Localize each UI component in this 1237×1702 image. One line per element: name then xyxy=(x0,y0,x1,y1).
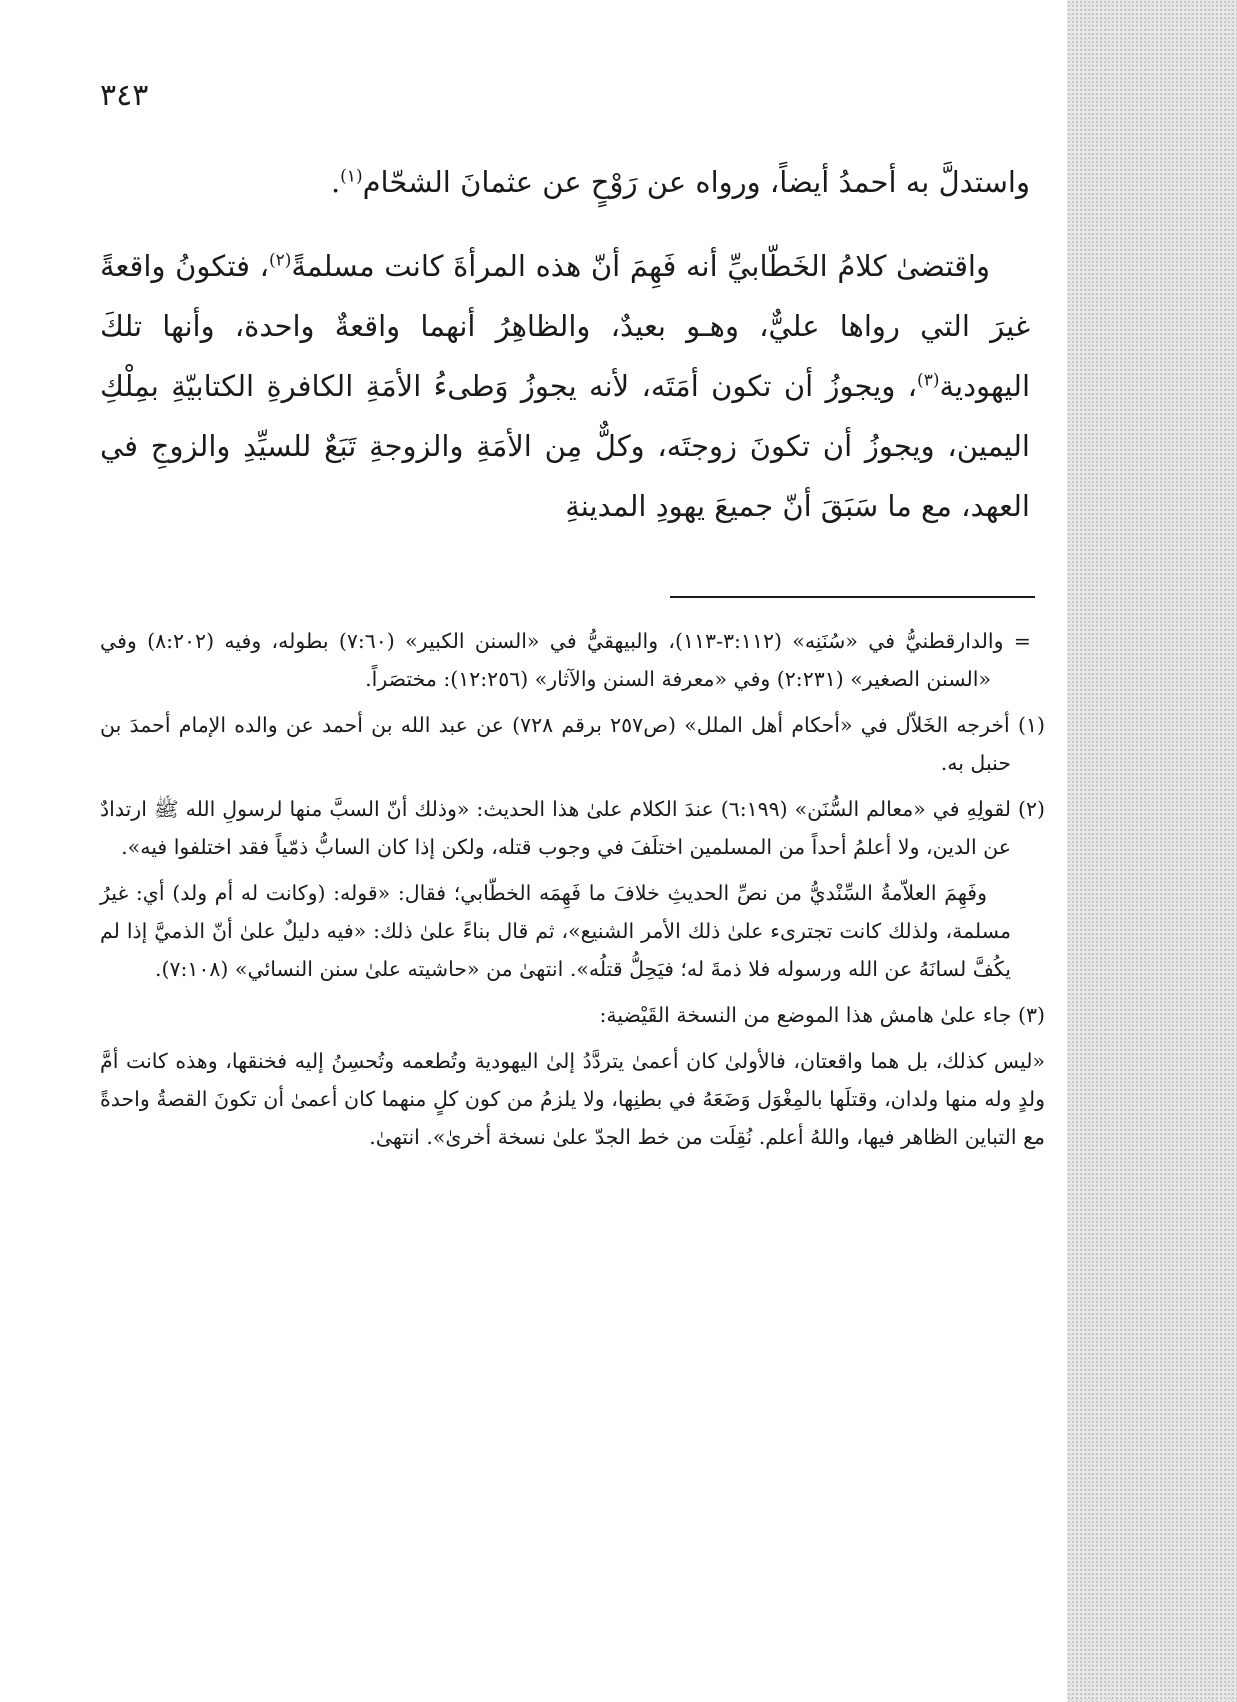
footnote-1: (١) أخرجه الخَلاّل في «أحكام أهل الملل» (ص٢٥٧ برقم ٧٢٨) عن عبد الله بن أحمد عن والده الإمام أحمدَ بن حنبل به. xyxy=(100,713,1046,775)
footnote-divider xyxy=(670,596,1035,598)
main-paragraph-1-end: . xyxy=(330,165,341,199)
scan-edge-strip xyxy=(1067,0,1237,1702)
main-paragraph-1 xyxy=(100,152,1030,212)
main-text xyxy=(100,152,1030,536)
footnote-2: (٢) لقولِهِ في «معالم السُّنَن» (٦:١٩٩) عندَ الكلام علىٰ هذا الحديث: «وذلك أنّ السبَّ منها لرسولِ الله ﷺ ارتدادٌ عن الدين، ولا أعلمُ أحداً من المسلمين اختلَفَ في وجوب قتله، ولكن إذا كان السابُّ ذمّياً فقد اختلفوا فيه». xyxy=(100,797,1045,859)
main-paragraph-2-part-c: ، ويجوزُ أن تكون أمَتَه، لأنه يجوزُ وَطىءُ الأمَةِ الكافرةِ الكتابيّةِ بمِلْكِ اليمين، ويجوزُ أن تكونَ زوجتَه، وكلٌّ مِن الأمَةِ والزوجةِ تَبَعٌ للسيِّدِ والزوجِ في العهد، مع ما سَبَقَ أنّ جميعَ يهودِ المدينةِ xyxy=(100,369,1030,523)
footnote-ref-1[interactable]: (١) xyxy=(340,166,363,187)
footnote-ref-2[interactable]: (٢) xyxy=(268,250,292,271)
footnotes xyxy=(100,622,1045,1156)
main-paragraph-1-text: واستدلَّ به أحمدُ أيضاً، ورواه عن رَوْحٍ عن عثمانَ الشحّام xyxy=(362,165,1030,199)
footnote-2-continued: وفَهِمَ العلاّمةُ السِّنْديُّ من نصِّ الحديثِ خلافَ ما فَهِمَه الخطّابي؛ فقال: «قوله: (وكانت له أم ولد) أي: غيرُ مسلمة، ولذلك كانت تجترىء علىٰ ذلك الأمر الشنيع»، ثم قال بناءً علىٰ ذلك: «فيه دليلٌ علىٰ أنّ الذميَّ إذا لم يكُفَّ لسانَهُ عن الله ورسوله فلا ذمةَ له؛ فيَحِلُّ قتلُه». انتهىٰ من «حاشيته علىٰ سنن النسائي» (٧:١٠٨). xyxy=(100,881,1011,981)
main-paragraph-2-part-a: واقتضىٰ كلامُ الخَطّابيِّ أنه فَهِمَ أنّ هذه المرأةَ كانت مسلمةً xyxy=(291,249,990,283)
footnote-3: (٣) جاء علىٰ هامش هذا الموضع من النسخة القَيْضية: xyxy=(599,1003,1045,1027)
main-paragraph-2-part-b: ، فتكونُ واقعةً غيرَ التي رواها عليٌّ، وهـو بعيدٌ، والظاهِرُ أنهما واقعةٌ واحدة، وأنها تلكَ اليهودية xyxy=(100,249,1030,403)
page-number: ٣٤٣ xyxy=(100,78,149,113)
text-area xyxy=(100,0,1050,1702)
footnote-3-quote: «ليس كذلك، بل هما واقعتان، فالأولىٰ كان أعمىٰ يتردَّدُ إلىٰ اليهودية وتُطعمه وتُحسِنُ إليه فخنقها، وهذه كانت أمَّ ولدٍ وله منها ولدان، وقتلَها بالمِغْوَل وَضَعَهُ في بطنِها، ولا يلزمُ من كون كلٍ منهما كان أعمىٰ أن تكونَ القصةُ واحدةً مع التباين الظاهر فيها، واللهُ أعلم. نُقِلَت من خط الجدّ علىٰ نسخة أخرىٰ». انتهىٰ. xyxy=(100,1049,1045,1149)
footnote-ref-3[interactable]: (٣) xyxy=(917,370,940,391)
footnote-continuation: = والدارقطنيُّ في «سُنَنِه» (٣:١١٢-١١٣)، والبيهقيُّ في «السنن الكبير» (٧:٦٠) بطوله، وفيه (٨:٢٠٢) وفي «السنن الصغير» (٢:٢٣١) وفي «معرفة السنن والآثار» (١٢:٢٥٦): مختصَراً. xyxy=(100,629,1031,691)
main-paragraph-2 xyxy=(100,236,1030,536)
